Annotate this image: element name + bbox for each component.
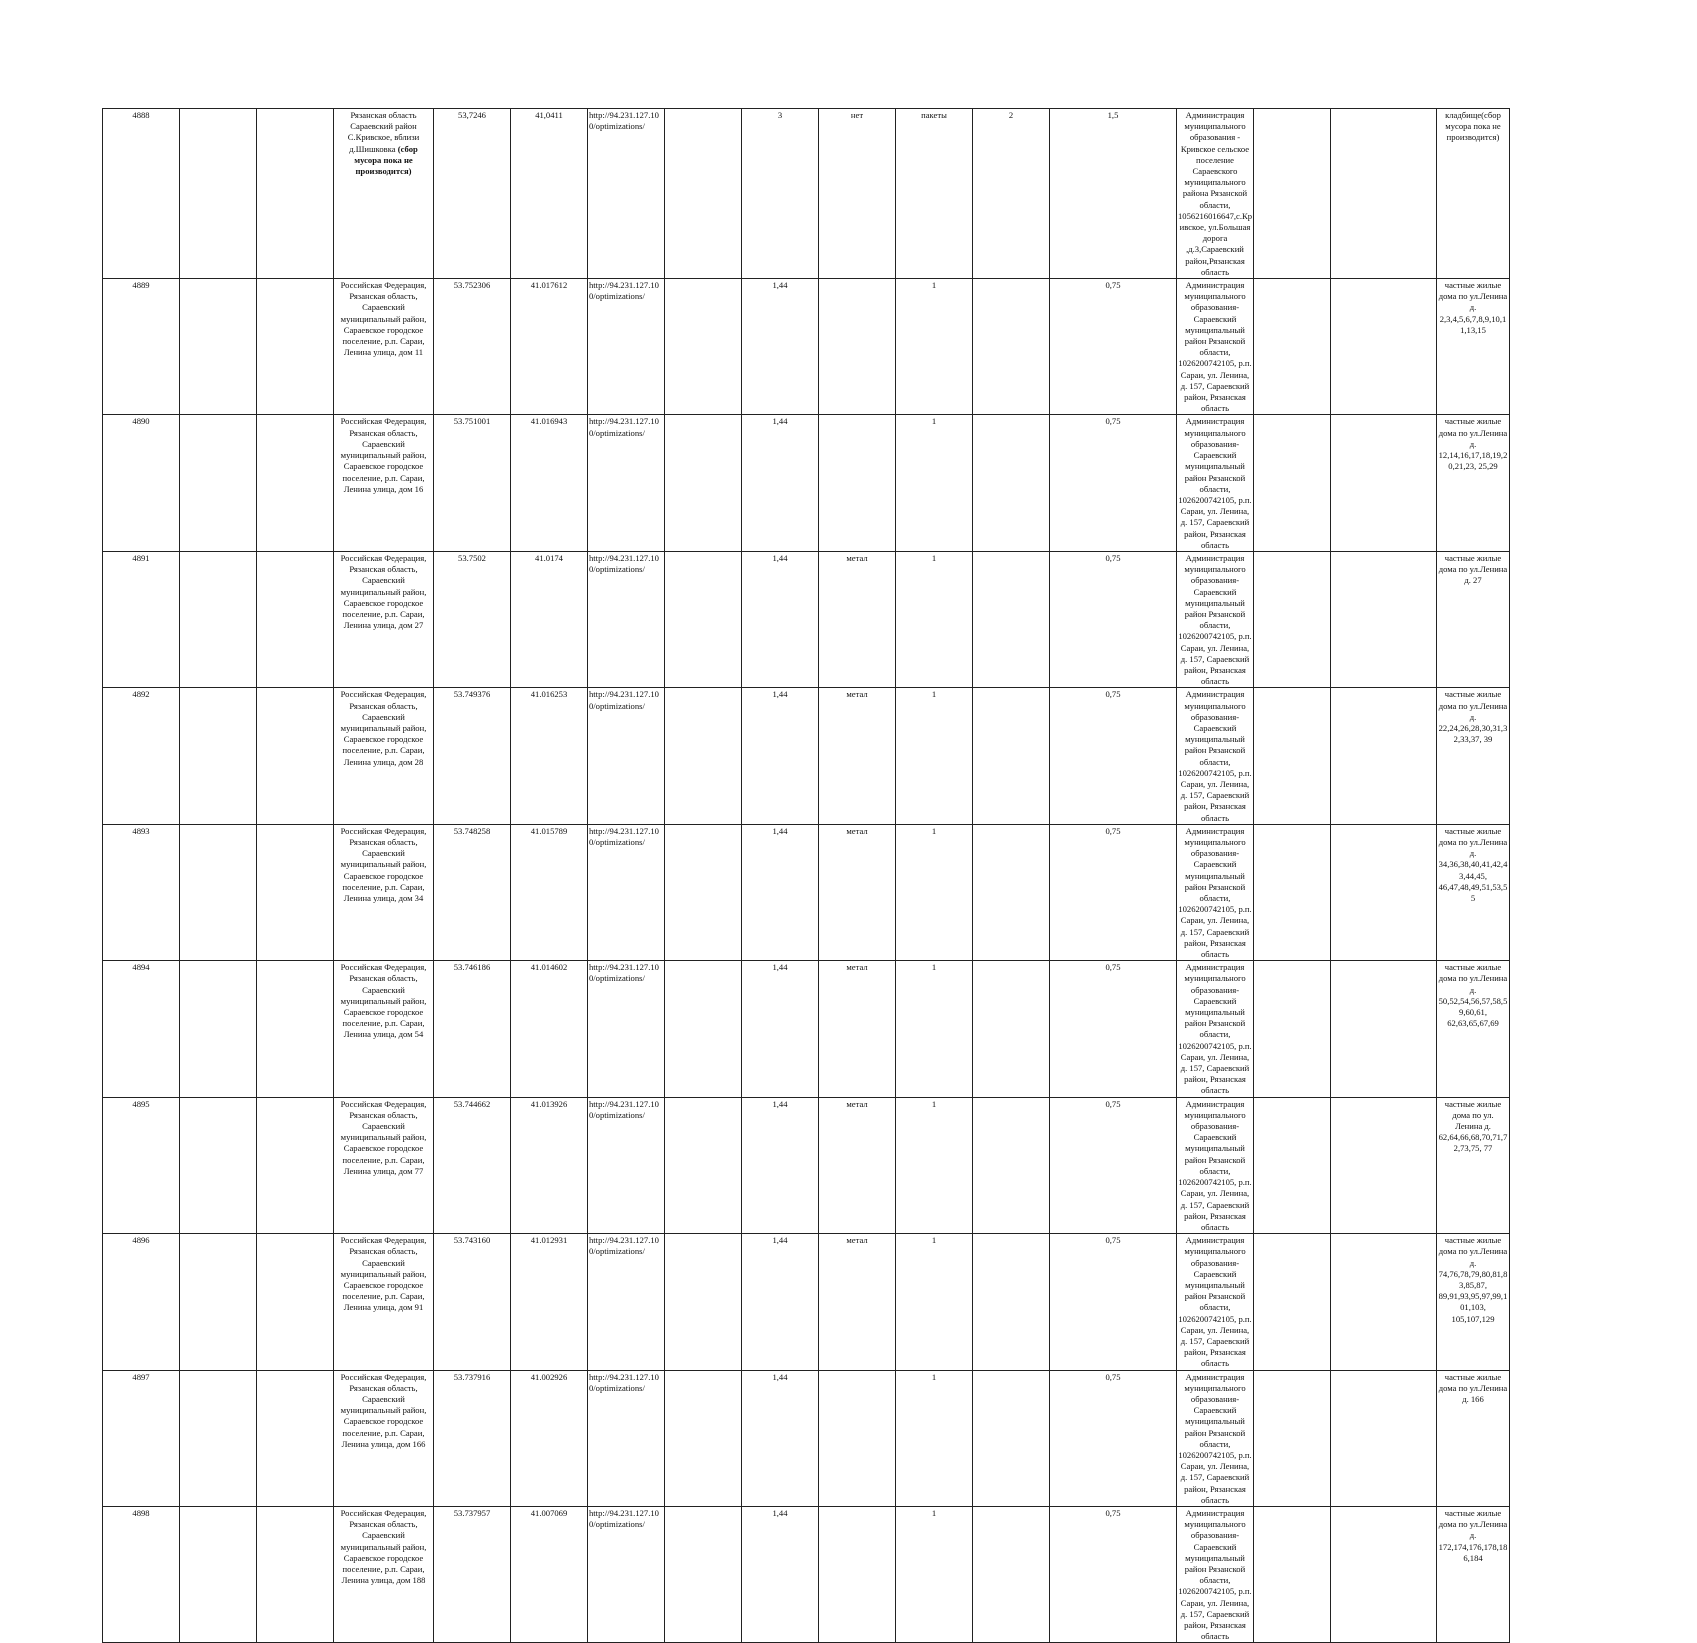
- cell-count: [973, 279, 1050, 415]
- table-row: [103, 1370, 1510, 1506]
- cell-container-kind: пакеты: [896, 109, 973, 279]
- cell-container-kind: 1: [896, 1506, 973, 1642]
- cell-area: 1,44: [742, 1234, 819, 1370]
- cell-container-kind: 1: [896, 415, 973, 551]
- cell-map-link: http://94.231.127.100/optimizations/: [588, 824, 665, 960]
- cell-empty: [1331, 279, 1437, 415]
- cell-empty: [1254, 279, 1331, 415]
- cell-empty: [257, 824, 334, 960]
- cell-empty: [180, 824, 257, 960]
- cell-map-link: http://94.231.127.100/optimizations/: [588, 961, 665, 1097]
- cell-material: [819, 279, 896, 415]
- cell-map-link: http://94.231.127.100/optimizations/: [588, 1370, 665, 1506]
- cell-map-link: http://94.231.127.100/optimizations/: [588, 1234, 665, 1370]
- cell-area: 1,44: [742, 415, 819, 551]
- cell-address: Российская Федерация, Рязанская область, Сараевский муниципальный район, Сараевское городское поселение, р.п. Сараи, Ленина улица, дом 16: [334, 415, 434, 551]
- cell-longitude: 41.017612: [511, 279, 588, 415]
- cell-count: 2: [973, 109, 1050, 279]
- cell-volume: 0,75: [1050, 688, 1177, 824]
- cell-empty: [665, 551, 742, 687]
- cell-empty: [1254, 961, 1331, 1097]
- cell-owner-org: Администрация муниципального образования-Сараевский муниципальный район Рязанской области, 1026200742105, р.п. Сараи, ул. Ленина, д. 157, Сараевский район, Рязанская область: [1178, 280, 1252, 414]
- cell-volume: 0,75: [1050, 961, 1177, 1097]
- cell-latitude: 53.748258: [434, 824, 511, 960]
- cell-area: 1,44: [742, 1506, 819, 1642]
- cell-container-kind: 1: [896, 279, 973, 415]
- cell-waste-sources: частные жилые дома по ул.Ленина д. 22,24,26,28,30,31,32,33,37, 39: [1437, 688, 1510, 824]
- cell-volume: 0,75: [1050, 1370, 1177, 1506]
- cell-number: 4893: [103, 824, 180, 960]
- cell-waste-sources: частные жилые дома по ул.Ленина д. 2,3,4,5,6,7,8,9,10,11,13,15: [1437, 279, 1510, 415]
- cell-waste-sources: частные жилые дома по ул.Ленина д. 50,52,54,56,57,58,59,60,61, 62,63,65,67,69: [1437, 961, 1510, 1097]
- cell-waste-sources: кладбище(сбор мусора пока не производится): [1437, 109, 1510, 279]
- cell-address: Российская Федерация, Рязанская область, Сараевский муниципальный район, Сараевское городское поселение, р.п. Сараи, Ленина улица, дом 77: [334, 1097, 434, 1233]
- cell-map-link: http://94.231.127.100/optimizations/: [588, 1097, 665, 1233]
- cell-empty: [180, 961, 257, 1097]
- cell-waste-sources: частные жилые дома по ул.Ленина д. 74,76,78,79,80,81,83,85,87, 89,91,93,95,97,99,101,103, 105,107,129: [1437, 1234, 1510, 1370]
- cell-latitude: 53.737916: [434, 1370, 511, 1506]
- cell-empty: [180, 109, 257, 279]
- cell-empty: [1331, 415, 1437, 551]
- cell-count: [973, 961, 1050, 1097]
- cell-owner-org: Администрация муниципального образования-Сараевский муниципальный район Рязанской области, 1026200742105, р.п. Сараи, ул. Ленина, д. 157, Сараевский район, Рязанская область: [1178, 1235, 1252, 1369]
- cell-empty: [180, 1370, 257, 1506]
- cell-waste-sources: частные жилые дома по ул.Ленина д. 172,174,176,178,186,184: [1437, 1506, 1510, 1642]
- cell-longitude: 41.012931: [511, 1234, 588, 1370]
- cell-volume: 0,75: [1050, 415, 1177, 551]
- cell-owner-org: Администрация муниципального образования-Сараевский муниципальный район Рязанской области, 1026200742105, р.п. Сараи, ул. Ленина, д. 157, Сараевский район, Рязанская область: [1178, 416, 1252, 550]
- cell-volume: 0,75: [1050, 279, 1177, 415]
- cell-empty: [1254, 415, 1331, 551]
- cell-empty: [1331, 1097, 1437, 1233]
- address-note: (сбор мусора пока не производится): [354, 143, 418, 177]
- cell-area: 1,44: [742, 551, 819, 687]
- cell-address: Российская Федерация, Рязанская область, Сараевский муниципальный район, Сараевское городское поселение, р.п. Сараи, Ленина улица, дом 54: [334, 961, 434, 1097]
- cell-empty: [1331, 1234, 1437, 1370]
- cell-area: 3: [742, 109, 819, 279]
- cell-number: 4896: [103, 1234, 180, 1370]
- cell-empty: [1254, 824, 1331, 960]
- cell-latitude: 53.737957: [434, 1506, 511, 1642]
- cell-area: 1,44: [742, 688, 819, 824]
- cell-waste-sources: частные жилые дома по ул.Ленина д. 12,14,16,17,18,19,20,21,23, 25,29: [1437, 415, 1510, 551]
- cell-container-kind: 1: [896, 688, 973, 824]
- cell-latitude: 53.743160: [434, 1234, 511, 1370]
- cell-material: метал: [819, 551, 896, 687]
- cell-address: Российская Федерация, Рязанская область, Сараевский муниципальный район, Сараевское городское поселение, р.п. Сараи, Ленина улица, дом 27: [334, 551, 434, 687]
- cell-empty: [665, 1097, 742, 1233]
- cell-count: [973, 1234, 1050, 1370]
- cell-count: [973, 1506, 1050, 1642]
- cell-empty: [665, 1370, 742, 1506]
- cell-longitude: 41.014602: [511, 961, 588, 1097]
- table-row: [103, 688, 1510, 824]
- registry-table: [102, 108, 1510, 1643]
- cell-owner-org: Администрация муниципального образования-Сараевский муниципальный район Рязанской области, 1026200742105, р.п. Сараи, ул. Ленина, д. 157, Сараевский район, Рязанская область: [1178, 1507, 1252, 1642]
- table-row: [103, 961, 1510, 1097]
- cell-longitude: 41.0174: [511, 551, 588, 687]
- cell-empty: [665, 961, 742, 1097]
- cell-count: [973, 1370, 1050, 1506]
- cell-empty: [180, 1097, 257, 1233]
- cell-empty: [1331, 688, 1437, 824]
- cell-material: [819, 1506, 896, 1642]
- cell-material: метал: [819, 1234, 896, 1370]
- cell-area: 1,44: [742, 961, 819, 1097]
- cell-empty: [180, 551, 257, 687]
- cell-empty: [665, 109, 742, 279]
- cell-empty: [257, 1234, 334, 1370]
- cell-empty: [180, 415, 257, 551]
- cell-material: метал: [819, 1097, 896, 1233]
- cell-empty: [665, 824, 742, 960]
- cell-empty: [180, 688, 257, 824]
- cell-count: [973, 415, 1050, 551]
- cell-empty: [257, 1097, 334, 1233]
- cell-number: 4888: [103, 109, 180, 279]
- cell-latitude: 53.746186: [434, 961, 511, 1097]
- cell-map-link: http://94.231.127.100/optimizations/: [588, 688, 665, 824]
- cell-owner-org: Администрация муниципального образования-Сараевский муниципальный район Рязанской области, 1026200742105, р.п. Сараи, ул. Ленина, д. 157, Сараевский район, Рязанская область: [1178, 1098, 1252, 1232]
- cell-empty: [1254, 1370, 1331, 1506]
- cell-address: Российская Федерация, Рязанская область, Сараевский муниципальный район, Сараевское городское поселение, р.п. Сараи, Ленина улица, дом 188: [334, 1506, 434, 1642]
- table-row: [103, 1234, 1510, 1370]
- cell-empty: [257, 551, 334, 687]
- cell-number: 4895: [103, 1097, 180, 1233]
- cell-material: [819, 1370, 896, 1506]
- cell-empty: [665, 1234, 742, 1370]
- cell-container-kind: 1: [896, 551, 973, 687]
- cell-latitude: 53.7502: [434, 551, 511, 687]
- cell-empty: [1254, 1234, 1331, 1370]
- cell-number: 4897: [103, 1370, 180, 1506]
- cell-longitude: 41.002926: [511, 1370, 588, 1506]
- cell-latitude: 53.751001: [434, 415, 511, 551]
- cell-owner-org: Администрация муниципального образования - Кривское сельское поселение Сараевского муниципального района Рязанской области, 1056216016647,с.Кривское, ул.Большая дорога ,д.3,Сараевский район,Рязанская область: [1178, 110, 1252, 277]
- cell-volume: 0,75: [1050, 1506, 1177, 1642]
- cell-empty: [180, 1506, 257, 1642]
- cell-longitude: 41.013926: [511, 1097, 588, 1233]
- cell-volume: 1,5: [1050, 109, 1177, 279]
- cell-empty: [665, 688, 742, 824]
- cell-area: 1,44: [742, 1097, 819, 1233]
- cell-material: метал: [819, 961, 896, 1097]
- cell-number: 4898: [103, 1506, 180, 1642]
- cell-count: [973, 1097, 1050, 1233]
- cell-address: Российская Федерация, Рязанская область, Сараевский муниципальный район, Сараевское городское поселение, р.п. Сараи, Ленина улица, дом 91: [334, 1234, 434, 1370]
- cell-area: 1,44: [742, 279, 819, 415]
- cell-empty: [1331, 109, 1437, 279]
- cell-empty: [665, 415, 742, 551]
- table-row: [103, 1506, 1510, 1642]
- cell-material: метал: [819, 688, 896, 824]
- cell-map-link: http://94.231.127.100/optimizations/: [588, 279, 665, 415]
- cell-count: [973, 688, 1050, 824]
- cell-empty: [1254, 551, 1331, 687]
- cell-material: метал: [819, 824, 896, 960]
- cell-address: Российская Федерация, Рязанская область, Сараевский муниципальный район, Сараевское городское поселение, р.п. Сараи, Ленина улица, дом 34: [334, 824, 434, 960]
- cell-number: 4891: [103, 551, 180, 687]
- cell-empty: [1254, 688, 1331, 824]
- table-row: [103, 1097, 1510, 1233]
- cell-number: 4894: [103, 961, 180, 1097]
- cell-owner-org: Администрация муниципального образования-Сараевский муниципальный район Рязанской области, 1026200742105, р.п. Сараи, ул. Ленина, д. 157, Сараевский район, Рязанская область: [1178, 1371, 1252, 1505]
- cell-count: [973, 551, 1050, 687]
- cell-empty: [257, 961, 334, 1097]
- cell-empty: [257, 1506, 334, 1642]
- table-row: [103, 415, 1510, 551]
- table-row: [103, 109, 1510, 279]
- cell-longitude: 41.007069: [511, 1506, 588, 1642]
- cell-empty: [1254, 109, 1331, 279]
- cell-empty: [1331, 1506, 1437, 1642]
- cell-container-kind: 1: [896, 1097, 973, 1233]
- table-row: [103, 824, 1510, 960]
- cell-number: 4890: [103, 415, 180, 551]
- cell-empty: [180, 279, 257, 415]
- table-row: [103, 551, 1510, 687]
- cell-material: нет: [819, 109, 896, 279]
- cell-address: Российская Федерация, Рязанская область, Сараевский муниципальный район, Сараевское городское поселение, р.п. Сараи, Ленина улица, дом 166: [334, 1370, 434, 1506]
- cell-waste-sources: частные жилые дома по ул.Ленина д. 27: [1437, 551, 1510, 687]
- cell-empty: [665, 1506, 742, 1642]
- cell-longitude: 41.016253: [511, 688, 588, 824]
- cell-empty: [1254, 1097, 1331, 1233]
- cell-empty: [257, 688, 334, 824]
- cell-address: Рязанская область Сараевский район С.Кривское, вблизи д.Шишковка (сбор мусора пока не производится): [334, 109, 434, 279]
- cell-number: 4889: [103, 279, 180, 415]
- cell-waste-sources: частные жилые дома по ул. Ленина д. 62,64,66,68,70,71,72,73,75, 77: [1437, 1097, 1510, 1233]
- cell-area: 1,44: [742, 824, 819, 960]
- table-row: [103, 279, 1510, 415]
- cell-owner-org: Администрация муниципального образования-Сараевский муниципальный район Рязанской области, 1026200742105, р.п. Сараи, ул. Ленина, д. 157, Сараевский район, Рязанская область: [1178, 552, 1252, 687]
- cell-container-kind: 1: [896, 824, 973, 960]
- cell-owner-org: Администрация муниципального образования-Сараевский муниципальный район Рязанской области, 1026200742105, р.п. Сараи, ул. Ленина, д. 157, Сараевский район, Рязанская область: [1178, 962, 1252, 1096]
- cell-longitude: 41.016943: [511, 415, 588, 551]
- cell-address: Российская Федерация, Рязанская область, Сараевский муниципальный район, Сараевское городское поселение, р.п. Сараи, Ленина улица, дом 11: [334, 279, 434, 415]
- cell-address: Российская Федерация, Рязанская область, Сараевский муниципальный район, Сараевское городское поселение, р.п. Сараи, Ленина улица, дом 28: [334, 688, 434, 824]
- cell-empty: [257, 109, 334, 279]
- cell-waste-sources: частные жилые дома по ул.Ленина д. 34,36,38,40,41,42,43,44,45, 46,47,48,49,51,53,55: [1437, 824, 1510, 960]
- cell-map-link: http://94.231.127.100/optimizations/: [588, 1506, 665, 1642]
- cell-container-kind: 1: [896, 1370, 973, 1506]
- cell-empty: [180, 1234, 257, 1370]
- cell-empty: [665, 279, 742, 415]
- cell-count: [973, 824, 1050, 960]
- cell-owner-org: Администрация муниципального образования-Сараевский муниципальный район Рязанской области, 1026200742105, р.п. Сараи, ул. Ленина, д. 157, Сараевский район, Рязанская область: [1178, 689, 1252, 823]
- cell-empty: [257, 279, 334, 415]
- cell-map-link: http://94.231.127.100/optimizations/: [588, 551, 665, 687]
- cell-owner-org: Администрация муниципального образования-Сараевский муниципальный район Рязанской области, 1026200742105, р.п. Сараи, ул. Ленина, д. 157, Сараевский район, Рязанская область: [1178, 825, 1252, 960]
- cell-latitude: 53.749376: [434, 688, 511, 824]
- cell-waste-sources: частные жилые дома по ул.Ленина д. 166: [1437, 1370, 1510, 1506]
- cell-area: 1,44: [742, 1370, 819, 1506]
- cell-latitude: 53.744662: [434, 1097, 511, 1233]
- cell-volume: 0,75: [1050, 1234, 1177, 1370]
- cell-latitude: 53,7246: [434, 109, 511, 279]
- cell-empty: [1331, 551, 1437, 687]
- cell-number: 4892: [103, 688, 180, 824]
- cell-empty: [257, 1370, 334, 1506]
- cell-empty: [257, 415, 334, 551]
- cell-container-kind: 1: [896, 1234, 973, 1370]
- cell-longitude: 41.015789: [511, 824, 588, 960]
- cell-map-link: http://94.231.127.100/optimizations/: [588, 415, 665, 551]
- cell-material: [819, 415, 896, 551]
- table-body: [103, 109, 1510, 1643]
- cell-empty: [1331, 824, 1437, 960]
- cell-volume: 0,75: [1050, 824, 1177, 960]
- cell-container-kind: 1: [896, 961, 973, 1097]
- cell-volume: 0,75: [1050, 1097, 1177, 1233]
- cell-empty: [1254, 1506, 1331, 1642]
- cell-latitude: 53.752306: [434, 279, 511, 415]
- cell-empty: [1331, 1370, 1437, 1506]
- cell-empty: [1331, 961, 1437, 1097]
- cell-map-link: http://94.231.127.100/optimizations/: [588, 109, 665, 279]
- cell-volume: 0,75: [1050, 551, 1177, 687]
- cell-longitude: 41,0411: [511, 109, 588, 279]
